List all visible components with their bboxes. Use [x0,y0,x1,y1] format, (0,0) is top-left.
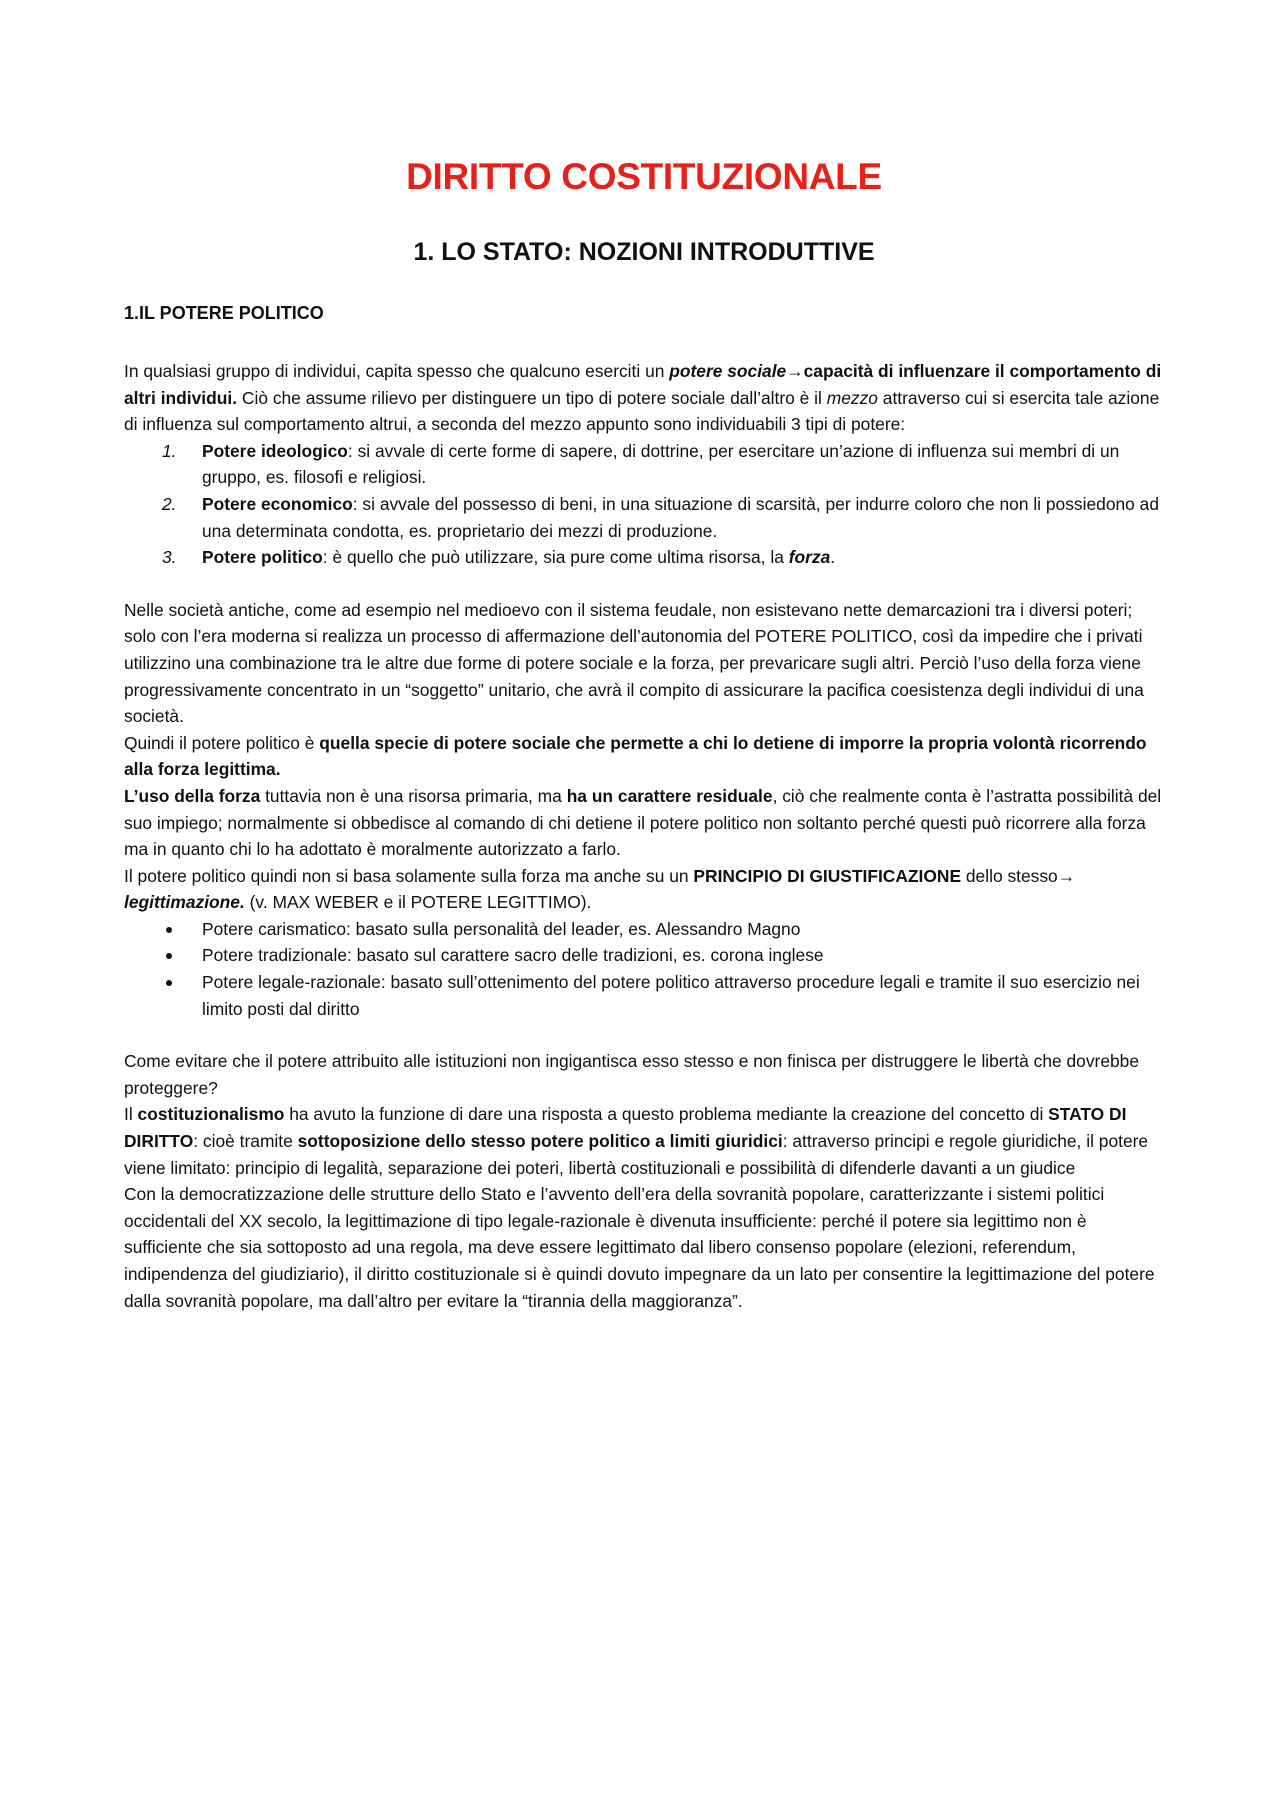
arrow-icon: → [1057,865,1076,886]
paragraph-history: Nelle società antiche, come ad esempio nel medioevo con il sistema feudale, non esistevano nette demarcazioni tra i diversi poteri; solo con l’era moderna si realizza un processo di affermazione dell’autonomia del POTERE POLITICO, così da impedire che i privati utilizzino una combinazione tra le altre due forme di potere sociale e la forza, per prevaricare sugli altri. Perciò l’uso della forza viene progressivamente concentrato in un “soggetto” unitario, che avrà il compito di assicurare la pacifica coesistenza degli individui di una società. [124,599,1144,727]
list-item: 3. Potere politico: è quello che può utilizzare, sia pure come ultima risorsa, la forza. [162,547,836,568]
paragraph-question: Come evitare che il potere attribuito alle istituzioni non ingigantisca esso stesso e non finisca per distruggere le libertà che dovrebbe proteggere? [124,1051,1140,1098]
paragraph-definition: Quindi il potere politico è quella specie di potere sociale che permette a chi lo detiene di imporre la propria volontà ricorrendo alla forza legittima. [124,732,1147,780]
paragraph-democratization: Con la democratizzazione delle strutture dello Stato e l’avvento dell’era della sovranità popolare, caratterizzante i sistemi politici occidentali del XX secolo, la legittimazione di tipo legale-razionale è divenuta insufficiente: perché il potere sia legittimo non è sufficiente che sia sottoposto ad una regola, ma deve essere legittimato dal libero consenso popolare (elezioni, referendum, indipendenza del giudiziario), il diritto costituzionale si è quindi dovuto impegnare da un lato per consentire la legittimazione del potere dalla sovranità popolare, ma dall’altro per evitare la “tirannia della maggioranza”. [124,1184,1155,1311]
list-item: Potere legale-razionale: basato sull’ottenimento del potere politico attraverso procedure legali e tramite il suo esercizio nei limito posti dal diritto [124,969,1164,1022]
bullet-icon [166,927,172,933]
arrow-icon: → [786,361,804,381]
list-item: Potere tradizionale: basato sul carattere sacro delle tradizioni, es. corona inglese [124,942,1164,969]
bullet-icon [166,980,172,986]
paragraph-force: L’uso della forza tuttavia non è una risorsa primaria, ma ha un carattere residuale, ciò che realmente conta è l’astratta possibilità del suo impiego; normalmente si obbedisce al comando di chi detiene il potere politico non soltanto perché questi può ricorrere alla forza ma in quanto chi lo ha adottato è moralmente autorizzato a farlo. [124,785,1162,860]
paragraph-justification: Il potere politico quindi non si basa solamente sulla forza ma anche su un PRINCIPIO DI GIUSTIFICAZIONE dello stesso→ legittimazione. (v. MAX WEBER e il POTERE LEGITTIMO). [124,865,1076,913]
bullet-icon [166,953,172,959]
weber-power-list [124,916,1164,1022]
list-item: Potere carismatico: basato sulla personalità del leader, es. Alessandro Magno [124,916,1164,943]
power-types-list [124,438,1164,571]
list-item: 2. Potere economico: si avvale del possesso di beni, in una situazione di scarsità, per indurre coloro che non li possiedono ad una determinata condotta, es. proprietario dei mezzi di produzione. [162,493,1160,541]
section-title: 1.IL POTERE POLITICO [124,303,324,323]
document-title: DIRITTO COSTITUZIONALE [406,156,882,197]
document-body [124,358,1164,1314]
chapter-title: 1. LO STATO: NOZIONI INTRODUTTIVE [413,238,875,266]
paragraph-intro: In qualsiasi gruppo di individui, capita spesso che qualcuno eserciti un potere sociale→capacità di influenzare il comportamento di altri individui. Ciò che assume rilievo per distinguere un tipo di potere sociale dall’altro è il mezzo attraverso cui si esercita tale azione di influenza sul comportamento altrui, a seconda del mezzo appunto sono individuabili 3 tipi di potere: [124,361,1162,435]
list-item: 1. Potere ideologico: si avvale di certe forme di sapere, di dottrine, per esercitare un’azione di influenza sui membri di un gruppo, es. filosofi e religiosi. [162,440,1120,488]
paragraph-constitutionalism: Il costituzionalismo ha avuto la funzione di dare una risposta a questo problema mediante la creazione del concetto di STATO DI DIRITTO: cioè tramite sottoposizione dello stesso potere politico a limiti giuridici: attraverso principi e regole giuridiche, il potere viene limitato: principio di legalità, separazione dei poteri, libertà costituzionali e possibilità di difenderle davanti a un giudice [124,1104,1149,1178]
